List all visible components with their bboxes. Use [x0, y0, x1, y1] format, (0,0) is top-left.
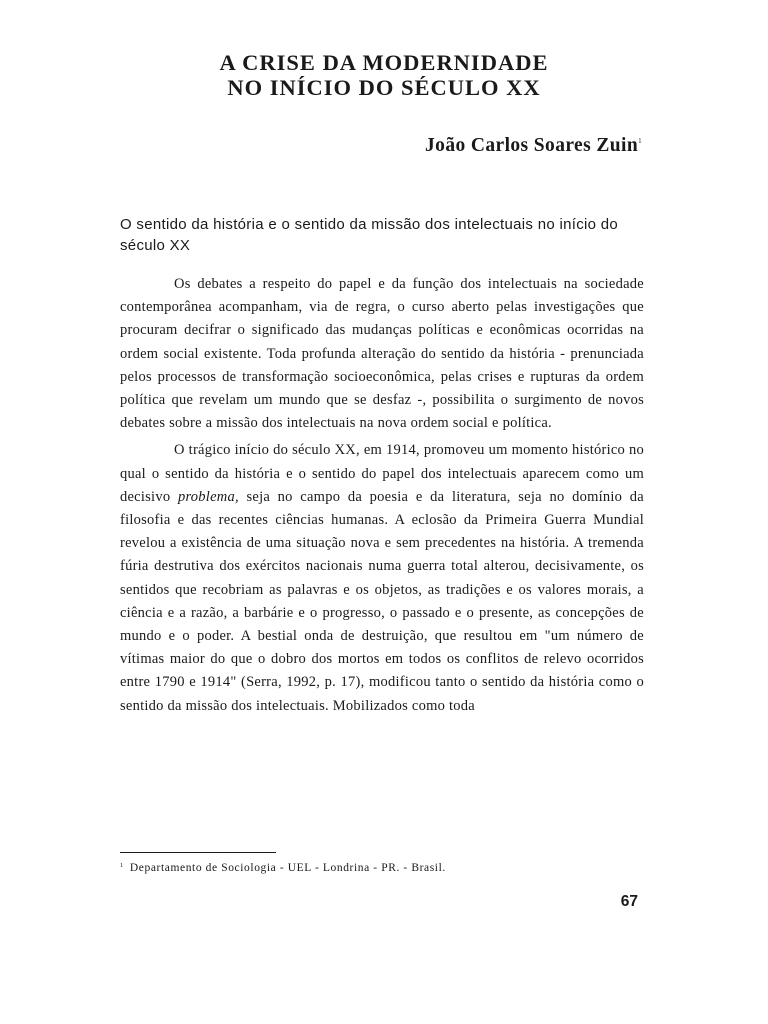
paragraph-2-rest: seja no campo da poesia e da literatura, seja no domínio da filosofia e das recentes ciências humanas. A eclosão da Primeira Guerra Mundial revelou a existência de uma situação nova e sem precedentes na história. A tremenda fúria destrutiva dos exércitos nacionais numa guerra total alterou, decisivamente, os sentidos que recobriam as palavras e os objetos, as tradições e os valores morais, a ciência e a razão, a barbárie e o progresso, o passado e o presente, as concepções de mundo e o poder. A bestial onda de destruição, que resultou em "um número de vítimas maior do que o dobro dos mortos em todos os conflitos de relevo ocorridos entre 1790 e 1914" (Serra, 1992, p. 17), modificou tanto o sentido da história como o sentido da missão dos intelectuais. Mobilizados como toda — [120, 488, 644, 714]
paragraph-2 — [120, 439, 644, 717]
author-footnote-marker: 1 — [638, 137, 642, 145]
title-line-2: NO INÍCIO DO SÉCULO XX — [227, 75, 541, 100]
author-name-text: João Carlos Soares Zuin — [425, 135, 639, 156]
paragraph-2-emphasis: problema, — [177, 488, 239, 505]
paragraph-1: Os debates a respeito do papel e da função dos intelectuais na sociedade contemporânea acompanham, via de regra, o curso aberto pelas investigações que procuram decifrar o significado das mudanças políticas e econômicas ocorridas na ordem social existente. Toda profunda alteração do sentido da história - prenunciada pelos processos de transformação socioeconômica, pelas crises e rupturas da ordem política que revelam um mundo que se desfaz -, possibilita o surgimento de novos debates sobre a missão dos intelectuais na nova ordem social e política. — [120, 276, 644, 432]
footnote-divider — [120, 852, 276, 853]
paragraph-2-start: O trágico início do século XX, em 1914, promoveu um momento histórico no qual o sentido da história e o sentido do papel dos intelectuais aparecem como um decisivo — [120, 442, 644, 505]
footnote-text: Departamento de Sociologia - UEL - Londrina - PR. - Brasil. — [129, 862, 446, 874]
footnote-marker: 1 — [120, 862, 124, 869]
page-number: 67 — [620, 893, 638, 910]
author-name — [425, 135, 642, 157]
body-text — [120, 273, 644, 722]
section-heading: O sentido da história e o sentido da missão dos intelectuais no início do século XX — [120, 216, 619, 254]
title-line-1: A CRISE DA MODERNIDADE — [219, 50, 549, 75]
footnote — [120, 862, 446, 874]
